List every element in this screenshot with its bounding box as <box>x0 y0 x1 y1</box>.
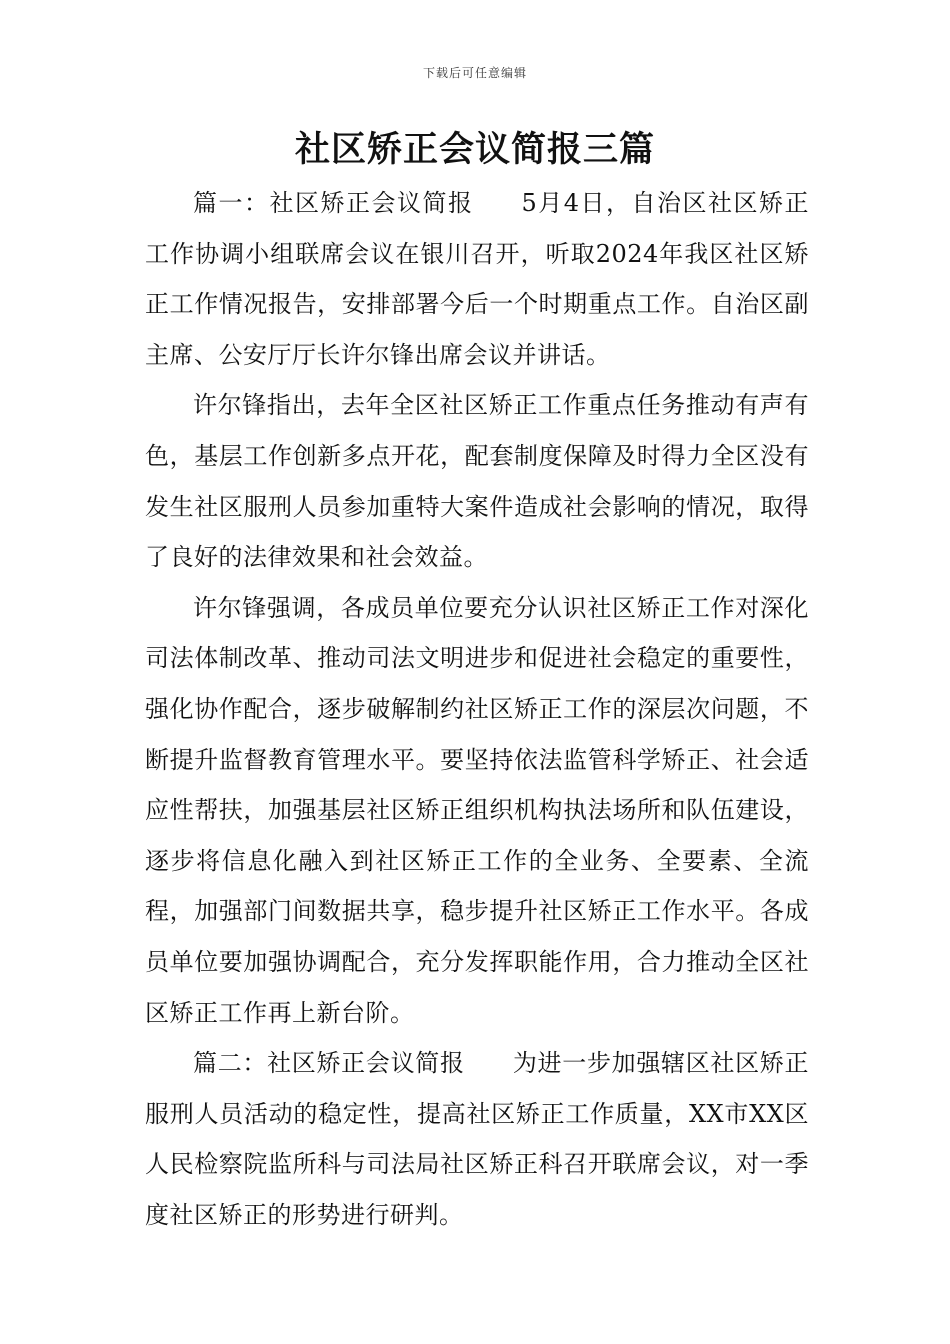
document-title: 社区矫正会议简报三篇 <box>294 130 655 170</box>
paragraph-text-3: 许尔锋强调，各成员单位要充分认识社区矫正工作对深化司法体制改革、推动司法文明进步和促进社会稳定的重要性，强化协作配合，逐步破解制约社区矫正工作的深层次问题，不断提升监督教育管理水平。要坚持依法监管科学矫正、社会适应性帮扶，加强基层社区矫正组织机构执法场所和队伍建设，逐步将信息化融入到社区矫正工作的全业务、全要素、全流程，加强部门间数据共享，稳步提升社区矫正工作水平。各成员单位要加强协调配合，充分发挥职能作用，合力推动全区社区矫正工作再上新台阶。 <box>145 593 809 1027</box>
paragraph-1 <box>145 178 809 380</box>
paragraph-4 <box>145 1038 809 1240</box>
paragraph-text-1: 5月4日，自治区社区矫正工作协调小组联席会议在银川召开，听取2024年我区社区矫正工作情况报告，安排部署今后一个时期重点工作。自治区副主席、公安厅厅长许尔锋出席会议并讲话。 <box>145 189 809 369</box>
paragraph-2 <box>145 380 809 582</box>
document-body <box>145 178 809 1240</box>
paragraph-text-4: 为进一步加强辖区社区矫正服刑人员活动的稳定性，提高社区矫正工作质量，XX市XX区人民检察院监所科与司法局社区矫正科召开联席会议，对一季度社区矫正的形势进行研判。 <box>145 1049 810 1229</box>
section-heading-1: 篇一：社区矫正会议简报 <box>193 189 474 217</box>
section-heading-2: 篇二：社区矫正会议简报 <box>193 1049 465 1078</box>
header-note: 下载后可任意编辑 <box>422 66 527 80</box>
paragraph-3 <box>145 583 809 1038</box>
paragraph-text-2: 许尔锋指出，去年全区社区矫正工作重点任务推动有声有色，基层工作创新多点开花，配套制度保障及时得力全区没有发生社区服刑人员参加重特大案件造成社会影响的情况，取得了良好的法律效果和社会效益。 <box>145 391 809 572</box>
